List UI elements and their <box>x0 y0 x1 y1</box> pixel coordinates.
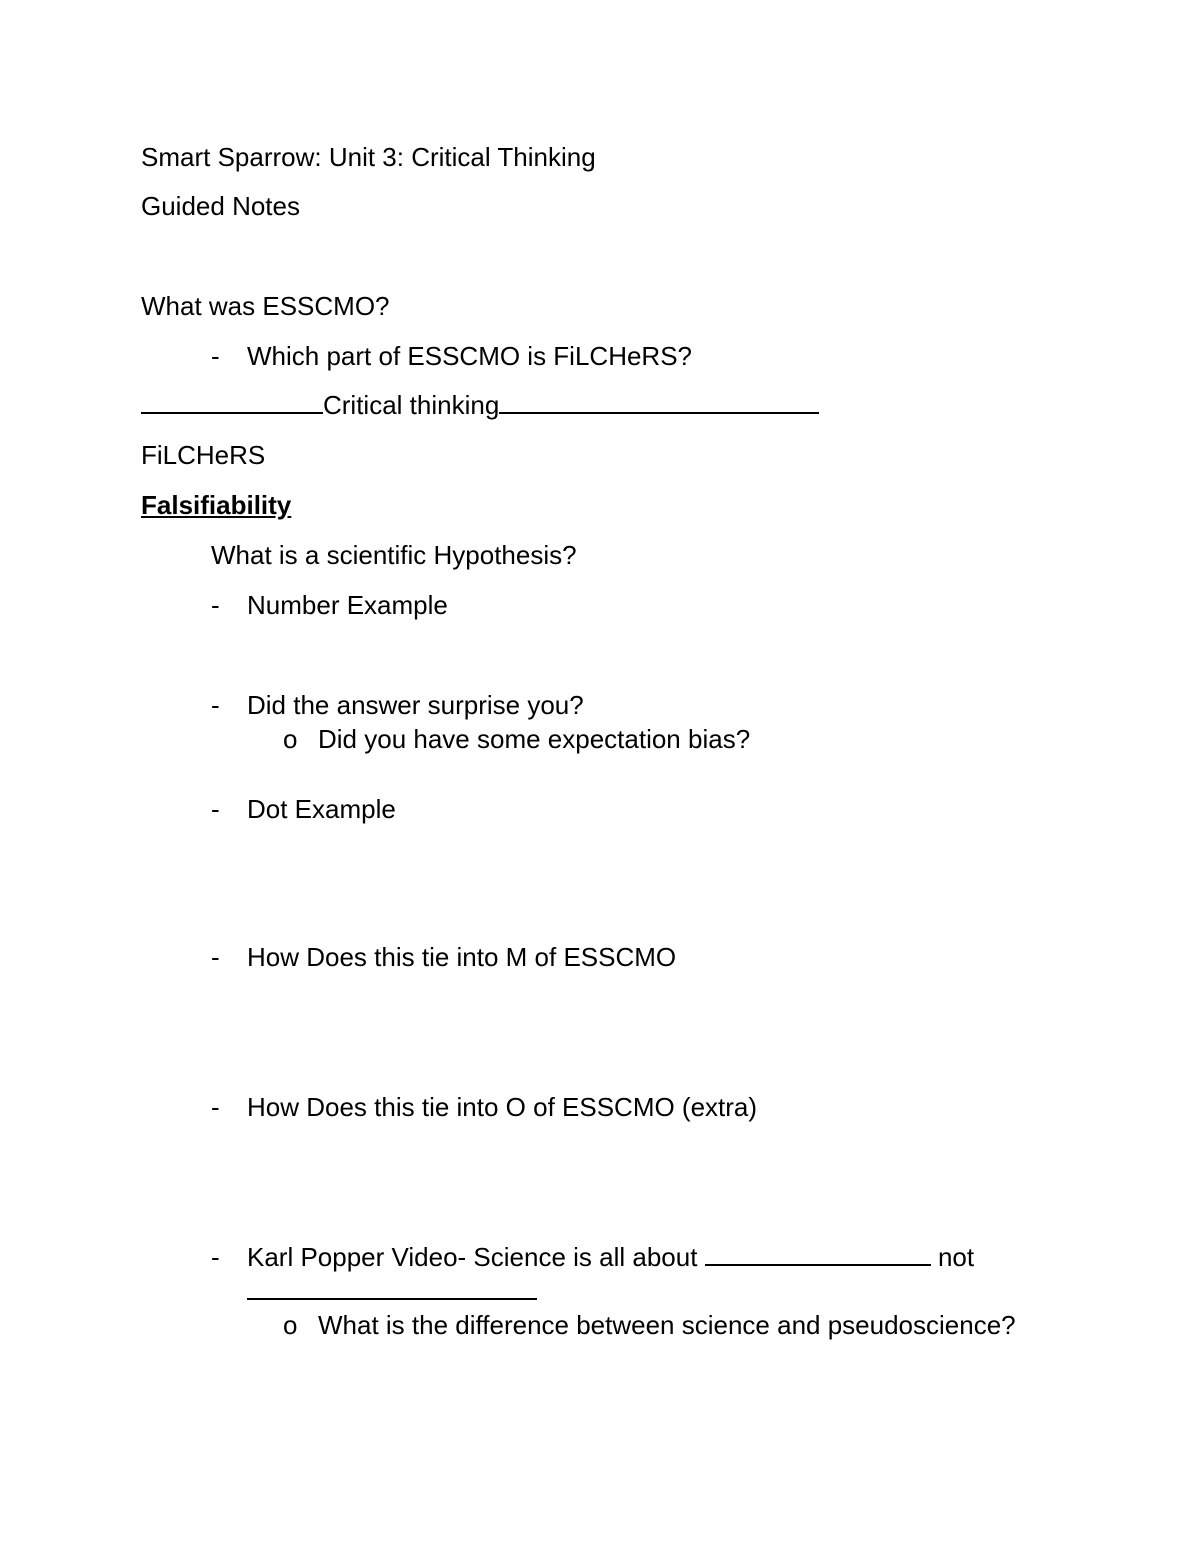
bullet-tie-m <box>211 942 676 972</box>
bullet-dash: - <box>211 690 220 720</box>
bullet-which-part <box>211 341 692 371</box>
fill-in-blank[interactable] <box>705 1242 931 1266</box>
sub-bullet-difference <box>283 1310 1016 1340</box>
sub-bullet-marker: o <box>283 724 298 754</box>
sub-bullet-text: What is the difference between science and pseudoscience? <box>318 1310 1016 1340</box>
question-hypothesis: What is a scientific Hypothesis? <box>211 540 577 570</box>
bullet-dash: - <box>211 942 220 972</box>
bullet-tie-o <box>211 1092 757 1122</box>
bullet-text: Did the answer surprise you? <box>247 690 584 720</box>
bullet-text-suffix: not <box>937 1242 975 1272</box>
bullet-text-prefix: Karl Popper Video- Science is all about <box>247 1242 698 1272</box>
bullet-dash: - <box>211 590 220 620</box>
document-subtitle: Guided Notes <box>141 191 300 221</box>
bullet-text: Which part of ESSCMO is FiLCHeRS? <box>247 341 693 371</box>
popper-continuation-line <box>247 1276 537 1306</box>
bullet-popper <box>211 1242 974 1272</box>
critical-thinking-line <box>141 390 819 420</box>
bullet-text: How Does this tie into M of ESSCMO <box>247 942 677 972</box>
fill-in-blank[interactable] <box>499 390 819 414</box>
bullet-dot-example <box>211 794 396 824</box>
bullet-dash: - <box>211 1092 220 1122</box>
bullet-surprise <box>211 690 584 720</box>
document-title: Smart Sparrow: Unit 3: Critical Thinking <box>141 142 596 172</box>
bullet-dash: - <box>211 341 220 371</box>
fill-in-blank[interactable] <box>247 1276 537 1300</box>
fill-in-blank[interactable] <box>141 390 323 414</box>
sub-bullet-marker: o <box>283 1310 298 1340</box>
bullet-text: How Does this tie into O of ESSCMO (extra) <box>247 1092 758 1122</box>
sub-bullet-text: Did you have some expectation bias? <box>318 724 751 754</box>
bullet-dash: - <box>211 1242 220 1272</box>
bullet-text: Dot Example <box>247 794 396 824</box>
sub-bullet-expectation-bias <box>283 724 750 754</box>
bullet-dash: - <box>211 794 220 824</box>
bullet-text: Number Example <box>247 590 448 620</box>
bullet-number-example <box>211 590 448 620</box>
filchers-label: FiLCHeRS <box>141 440 266 470</box>
critical-thinking-label: Critical thinking <box>323 390 500 420</box>
question-esscmo: What was ESSCMO? <box>141 291 390 321</box>
section-heading: Falsifiability <box>141 490 292 520</box>
